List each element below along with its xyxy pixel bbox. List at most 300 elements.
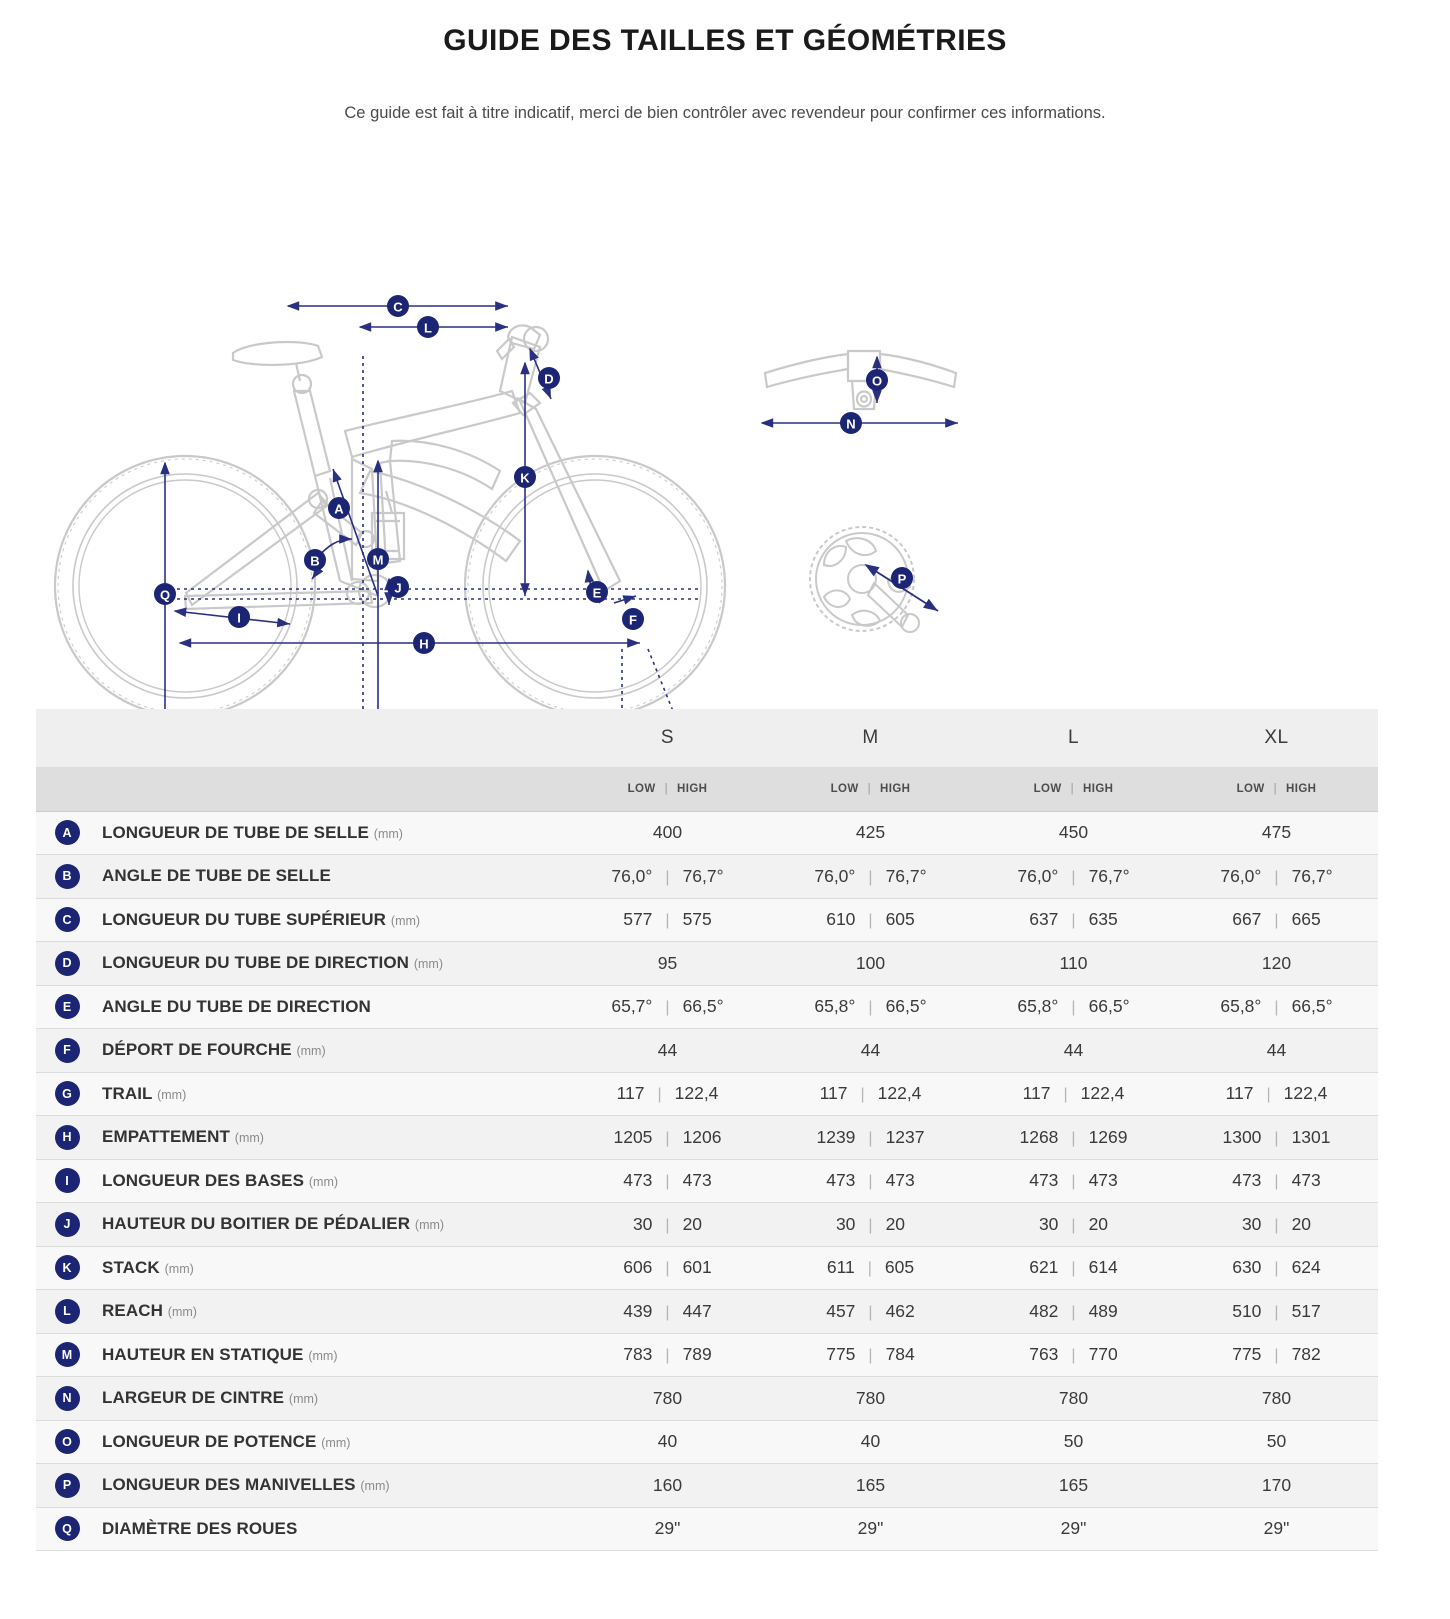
value-low: 117 — [819, 1083, 848, 1104]
value-high: 624 — [1291, 1257, 1321, 1278]
value-pair — [1175, 1344, 1378, 1365]
value-low: 667 — [1232, 909, 1262, 930]
svg-text:P: P — [897, 571, 907, 587]
value-pair — [769, 1127, 972, 1148]
value-pair — [972, 1257, 1175, 1278]
row-label-text: ANGLE DU TUBE DE DIRECTION — [102, 996, 371, 1016]
row-label-cell — [98, 1333, 566, 1377]
value-single: 400 — [652, 822, 683, 843]
value-cell — [769, 942, 972, 986]
row-unit-text: (mm) — [234, 1131, 264, 1146]
value-separator: | — [1274, 912, 1279, 930]
value-separator: | — [868, 1173, 873, 1191]
value-cell — [769, 1203, 972, 1247]
row-label-text: LONGUEUR DU TUBE SUPÉRIEUR — [102, 909, 387, 929]
row-badge-m: M — [55, 1342, 80, 1367]
low-label: LOW — [1236, 783, 1265, 795]
table-header-lowhigh — [36, 767, 1378, 811]
value-pair — [972, 996, 1175, 1017]
row-badge-p: P — [55, 1473, 80, 1498]
value-low: 775 — [1232, 1344, 1262, 1365]
row-label-cell — [98, 1159, 566, 1203]
row-badge-cell — [36, 1377, 98, 1421]
row-label-cell — [98, 1029, 566, 1073]
row-label-text: LONGUEUR DES BASES — [102, 1170, 305, 1190]
value-high: 122,4 — [674, 1083, 719, 1104]
row-unit-text: (mm) — [164, 1261, 194, 1276]
diagram-marker-E — [586, 581, 608, 603]
lowhigh-separator: | — [1273, 783, 1278, 795]
row-badge-k: K — [55, 1255, 80, 1280]
value-high: 789 — [682, 1344, 712, 1365]
table-row — [36, 1420, 1378, 1464]
row-label-text: DIAMÈTRE DES ROUES — [102, 1518, 298, 1538]
value-pair — [972, 1344, 1175, 1365]
low-label: LOW — [1033, 783, 1062, 795]
value-pair — [769, 1301, 972, 1322]
low-label: LOW — [830, 783, 859, 795]
value-separator: | — [1274, 868, 1279, 886]
lowhigh-separator: | — [1070, 783, 1075, 795]
table-row — [36, 1116, 1378, 1160]
lowhigh-separator: | — [664, 783, 669, 795]
value-cell — [566, 942, 769, 986]
value-cell — [1175, 1507, 1378, 1551]
value-separator: | — [1274, 1260, 1279, 1278]
value-separator: | — [868, 999, 873, 1017]
value-cell — [566, 1246, 769, 1290]
value-pair — [1175, 996, 1378, 1017]
value-pair — [1175, 1301, 1378, 1322]
value-high: 122,4 — [1080, 1083, 1125, 1104]
row-badge-cell — [36, 1333, 98, 1377]
row-label-text: REACH — [102, 1301, 163, 1321]
diagram-marker-B — [304, 549, 326, 571]
value-separator: | — [1274, 1173, 1279, 1191]
high-label: HIGH — [1083, 783, 1114, 795]
value-cell — [1175, 1159, 1378, 1203]
svg-text:A: A — [334, 501, 344, 517]
value-low: 117 — [616, 1083, 645, 1104]
value-low: 611 — [826, 1257, 855, 1278]
value-high: 122,4 — [877, 1083, 922, 1104]
value-single: 44 — [657, 1039, 678, 1060]
value-high: 66,5° — [682, 996, 724, 1017]
row-badge-g: G — [55, 1081, 80, 1106]
value-cell — [566, 1029, 769, 1073]
row-badge-cell — [36, 811, 98, 855]
value-low: 76,0° — [611, 865, 653, 886]
value-low: 473 — [826, 1170, 856, 1191]
value-cell — [769, 1116, 972, 1160]
value-pair — [972, 909, 1175, 930]
value-cell — [972, 1246, 1175, 1290]
value-separator: | — [1071, 1173, 1076, 1191]
diagram-marker-A — [328, 497, 350, 519]
value-single: 425 — [855, 822, 886, 843]
value-low: 76,0° — [1017, 865, 1059, 886]
value-low: 1300 — [1222, 1126, 1262, 1147]
value-high: 770 — [1088, 1344, 1118, 1365]
value-single: 29" — [857, 1518, 884, 1539]
row-unit-text: (mm) — [308, 1174, 339, 1189]
value-single: 165 — [1058, 1474, 1089, 1495]
row-unit-text: (mm) — [157, 1087, 187, 1102]
value-high: 76,7° — [682, 865, 724, 886]
value-high: 66,5° — [1291, 996, 1333, 1017]
value-high: 20 — [682, 1213, 703, 1234]
row-badge-o: O — [55, 1429, 80, 1454]
value-cell — [566, 1116, 769, 1160]
value-high: 122,4 — [1283, 1083, 1328, 1104]
row-label-text: TRAIL — [102, 1083, 153, 1103]
value-cell — [566, 985, 769, 1029]
row-label-text: LARGEUR DE CINTRE — [102, 1388, 285, 1408]
row-badge-n: N — [55, 1386, 80, 1411]
value-low: 473 — [1232, 1170, 1262, 1191]
row-label-cell — [98, 811, 566, 855]
row-badge-cell — [36, 942, 98, 986]
value-high: 20 — [1291, 1213, 1312, 1234]
value-low: 763 — [1029, 1344, 1059, 1365]
value-separator: | — [867, 1260, 872, 1278]
value-separator: | — [1266, 1086, 1271, 1104]
value-cell — [769, 1333, 972, 1377]
value-low: 117 — [1022, 1083, 1051, 1104]
value-low: 1239 — [816, 1126, 856, 1147]
table-row — [36, 1072, 1378, 1116]
lowhigh-spacer-badge — [36, 767, 98, 811]
value-cell — [566, 811, 769, 855]
row-unit-text: (mm) — [414, 1218, 445, 1233]
table-row — [36, 1377, 1378, 1421]
value-cell — [1175, 1116, 1378, 1160]
lowhigh-header-m — [769, 767, 972, 811]
diagram-marker-P — [891, 567, 913, 589]
row-badge-cell — [36, 1420, 98, 1464]
value-cell — [769, 898, 972, 942]
value-low: 30 — [835, 1213, 856, 1234]
table-row — [36, 1159, 1378, 1203]
geometry-diagram — [0, 141, 1450, 681]
row-badge-d: D — [55, 951, 80, 976]
svg-text:M: M — [372, 552, 384, 568]
row-unit-text: (mm) — [296, 1044, 326, 1059]
value-high: 517 — [1291, 1300, 1321, 1321]
value-cell — [1175, 1420, 1378, 1464]
value-cell — [566, 855, 769, 899]
value-cell — [566, 1333, 769, 1377]
diagram-marker-I — [228, 606, 250, 628]
row-badge-cell — [36, 898, 98, 942]
svg-text:H: H — [419, 636, 429, 652]
value-separator: | — [665, 1303, 670, 1321]
svg-text:I: I — [237, 610, 241, 626]
table-row — [36, 1290, 1378, 1334]
row-badge-cell — [36, 1029, 98, 1073]
value-cell — [972, 855, 1175, 899]
row-unit-text: (mm) — [360, 1479, 390, 1494]
value-high: 66,5° — [885, 996, 927, 1017]
value-pair — [972, 1301, 1175, 1322]
value-cell — [1175, 1246, 1378, 1290]
value-pair — [972, 866, 1175, 887]
row-label-text: DÉPORT DE FOURCHE — [102, 1040, 292, 1060]
value-cell — [769, 811, 972, 855]
size-header-l: L — [972, 709, 1175, 767]
value-high: 473 — [682, 1170, 712, 1191]
row-badge-cell — [36, 1464, 98, 1508]
value-high: 473 — [885, 1170, 915, 1191]
value-separator: | — [665, 1260, 670, 1278]
row-badge-l: L — [55, 1299, 80, 1324]
row-badge-j: J — [55, 1212, 80, 1237]
value-cell — [566, 1072, 769, 1116]
value-single: 29" — [1060, 1518, 1087, 1539]
value-separator: | — [1063, 1086, 1068, 1104]
lowhigh-header-xl — [1175, 767, 1378, 811]
value-pair — [769, 866, 972, 887]
value-pair — [972, 1170, 1175, 1191]
row-label-text: HAUTEUR EN STATIQUE — [102, 1344, 304, 1364]
value-low: 30 — [1241, 1213, 1262, 1234]
value-cell — [972, 1203, 1175, 1247]
svg-text:O: O — [871, 373, 883, 389]
value-high: 20 — [1088, 1213, 1109, 1234]
value-pair — [566, 909, 769, 930]
row-badge-c: C — [55, 907, 80, 932]
value-pair — [972, 1083, 1175, 1104]
value-cell — [1175, 855, 1378, 899]
value-cell — [972, 1029, 1175, 1073]
high-label: HIGH — [677, 783, 708, 795]
row-label-cell — [98, 1116, 566, 1160]
row-label-cell — [98, 1420, 566, 1464]
value-low: 65,8° — [1220, 996, 1262, 1017]
value-single: 170 — [1261, 1474, 1292, 1495]
value-separator: | — [1274, 999, 1279, 1017]
value-cell — [769, 1464, 972, 1508]
value-low: 65,7° — [611, 996, 653, 1017]
handlebar-illustration — [765, 351, 956, 409]
value-separator: | — [860, 1086, 865, 1104]
value-high: 665 — [1291, 909, 1321, 930]
value-cell — [769, 1290, 972, 1334]
value-separator: | — [665, 1129, 670, 1147]
value-pair — [566, 866, 769, 887]
value-high: 473 — [1291, 1170, 1321, 1191]
value-separator: | — [1274, 1347, 1279, 1365]
row-badge-a: A — [55, 820, 80, 845]
value-low: 30 — [1038, 1213, 1059, 1234]
high-label: HIGH — [880, 783, 911, 795]
value-cell — [1175, 1029, 1378, 1073]
value-high: 605 — [885, 909, 915, 930]
value-pair — [1175, 1214, 1378, 1235]
row-badge-b: B — [55, 864, 80, 889]
value-separator: | — [868, 1347, 873, 1365]
value-single: 160 — [652, 1474, 683, 1495]
value-single: 50 — [1063, 1431, 1084, 1452]
value-cell — [1175, 1290, 1378, 1334]
diagram-marker-N — [840, 412, 862, 434]
geometry-table-body — [36, 811, 1378, 1551]
value-single: 29" — [654, 1518, 681, 1539]
diagram-marker-K — [514, 466, 536, 488]
value-high: 1206 — [682, 1126, 722, 1147]
value-pair — [769, 1344, 972, 1365]
value-high: 447 — [682, 1300, 712, 1321]
row-unit-text: (mm) — [167, 1305, 197, 1320]
lowhigh-spacer-label — [98, 767, 566, 811]
row-badge-cell — [36, 1072, 98, 1116]
value-cell — [972, 1072, 1175, 1116]
value-low: 473 — [1029, 1170, 1059, 1191]
value-high: 1301 — [1291, 1126, 1331, 1147]
value-single: 475 — [1261, 822, 1292, 843]
value-pair — [566, 1301, 769, 1322]
table-row — [36, 1333, 1378, 1377]
value-single: 44 — [860, 1039, 881, 1060]
value-low: 610 — [826, 909, 856, 930]
value-low: 117 — [1225, 1083, 1254, 1104]
value-cell — [972, 985, 1175, 1029]
value-single: 780 — [652, 1387, 683, 1408]
value-high: 635 — [1088, 909, 1118, 930]
value-separator: | — [1071, 999, 1076, 1017]
value-low: 1268 — [1019, 1126, 1059, 1147]
value-cell — [1175, 985, 1378, 1029]
value-cell — [566, 1159, 769, 1203]
value-single: 780 — [855, 1387, 886, 1408]
value-pair — [566, 1214, 769, 1235]
value-single: 44 — [1063, 1039, 1084, 1060]
value-low: 577 — [623, 909, 653, 930]
row-label-cell — [98, 1246, 566, 1290]
value-low: 606 — [623, 1257, 653, 1278]
value-cell — [769, 1246, 972, 1290]
value-separator: | — [665, 1173, 670, 1191]
value-separator: | — [1071, 868, 1076, 886]
value-separator: | — [665, 912, 670, 930]
value-cell — [972, 1116, 1175, 1160]
row-unit-text: (mm) — [413, 957, 443, 972]
value-low: 473 — [623, 1170, 653, 1191]
row-label-cell — [98, 1072, 566, 1116]
row-label-cell — [98, 855, 566, 899]
value-single: 450 — [1058, 822, 1089, 843]
value-single: 40 — [860, 1431, 881, 1452]
value-cell — [769, 1377, 972, 1421]
value-cell — [972, 1464, 1175, 1508]
svg-text:B: B — [310, 553, 320, 569]
value-cell — [1175, 898, 1378, 942]
value-cell — [1175, 1333, 1378, 1377]
header-spacer-badge — [36, 709, 98, 767]
row-label-cell — [98, 1464, 566, 1508]
row-label-text: EMPATTEMENT — [102, 1127, 230, 1147]
diagram-marker-L — [417, 316, 439, 338]
value-separator: | — [868, 1129, 873, 1147]
row-label-text: STACK — [102, 1257, 160, 1277]
row-label-cell — [98, 1507, 566, 1551]
value-cell — [972, 1159, 1175, 1203]
diagram-marker-C — [387, 295, 409, 317]
svg-text:E: E — [592, 585, 602, 601]
value-separator: | — [1274, 1129, 1279, 1147]
value-single: 40 — [657, 1431, 678, 1452]
value-high: 601 — [682, 1257, 712, 1278]
value-single: 29" — [1263, 1518, 1290, 1539]
row-label-cell — [98, 985, 566, 1029]
value-cell — [1175, 1377, 1378, 1421]
page-subtitle: Ce guide est fait à titre indicatif, merci de bien contrôler avec revendeur pour confirmer ces informations. — [344, 104, 1106, 122]
row-unit-text: (mm) — [321, 1435, 351, 1450]
page-title: GUIDE DES TAILLES ET GÉOMÉTRIES — [443, 24, 1007, 57]
value-cell — [769, 1159, 972, 1203]
value-single: 110 — [1059, 952, 1088, 973]
table-row — [36, 1203, 1378, 1247]
value-cell — [1175, 1072, 1378, 1116]
value-low: 76,0° — [814, 865, 856, 886]
svg-text:C: C — [393, 299, 403, 315]
table-row — [36, 1029, 1378, 1073]
value-single: 780 — [1058, 1387, 1089, 1408]
value-cell — [972, 1420, 1175, 1464]
value-high: 575 — [682, 909, 712, 930]
value-high: 66,5° — [1088, 996, 1130, 1017]
value-pair — [566, 1170, 769, 1191]
high-label: HIGH — [1286, 783, 1317, 795]
value-separator: | — [665, 1216, 670, 1234]
lowhigh-separator: | — [867, 783, 872, 795]
value-pair — [972, 1127, 1175, 1148]
value-pair — [1175, 1170, 1378, 1191]
value-separator: | — [868, 868, 873, 886]
row-badge-e: E — [55, 994, 80, 1019]
value-separator: | — [1071, 1260, 1076, 1278]
row-label-cell — [98, 942, 566, 986]
row-badge-cell — [36, 1246, 98, 1290]
value-separator: | — [868, 912, 873, 930]
value-separator: | — [1274, 1216, 1279, 1234]
value-separator: | — [657, 1086, 662, 1104]
value-high: 76,7° — [1291, 865, 1333, 886]
row-label-cell — [98, 1203, 566, 1247]
value-pair — [566, 1257, 769, 1278]
row-unit-text: (mm) — [308, 1348, 338, 1363]
row-badge-cell — [36, 1290, 98, 1334]
value-pair — [1175, 909, 1378, 930]
value-cell — [1175, 942, 1378, 986]
size-header-xl: XL — [1175, 709, 1378, 767]
value-low: 65,8° — [814, 996, 856, 1017]
value-cell — [769, 1507, 972, 1551]
row-badge-cell — [36, 1203, 98, 1247]
value-cell — [566, 1420, 769, 1464]
value-separator: | — [1071, 1347, 1076, 1365]
value-high: 782 — [1291, 1344, 1321, 1365]
value-cell — [972, 898, 1175, 942]
value-low: 637 — [1029, 909, 1059, 930]
value-single: 100 — [855, 952, 886, 973]
value-high: 784 — [885, 1344, 915, 1365]
row-label-text: LONGUEUR DU TUBE DE DIRECTION — [102, 953, 410, 973]
diagram-marker-Q — [154, 583, 176, 605]
value-high: 614 — [1088, 1257, 1118, 1278]
value-high: 1269 — [1088, 1126, 1128, 1147]
value-high: 76,7° — [885, 865, 927, 886]
